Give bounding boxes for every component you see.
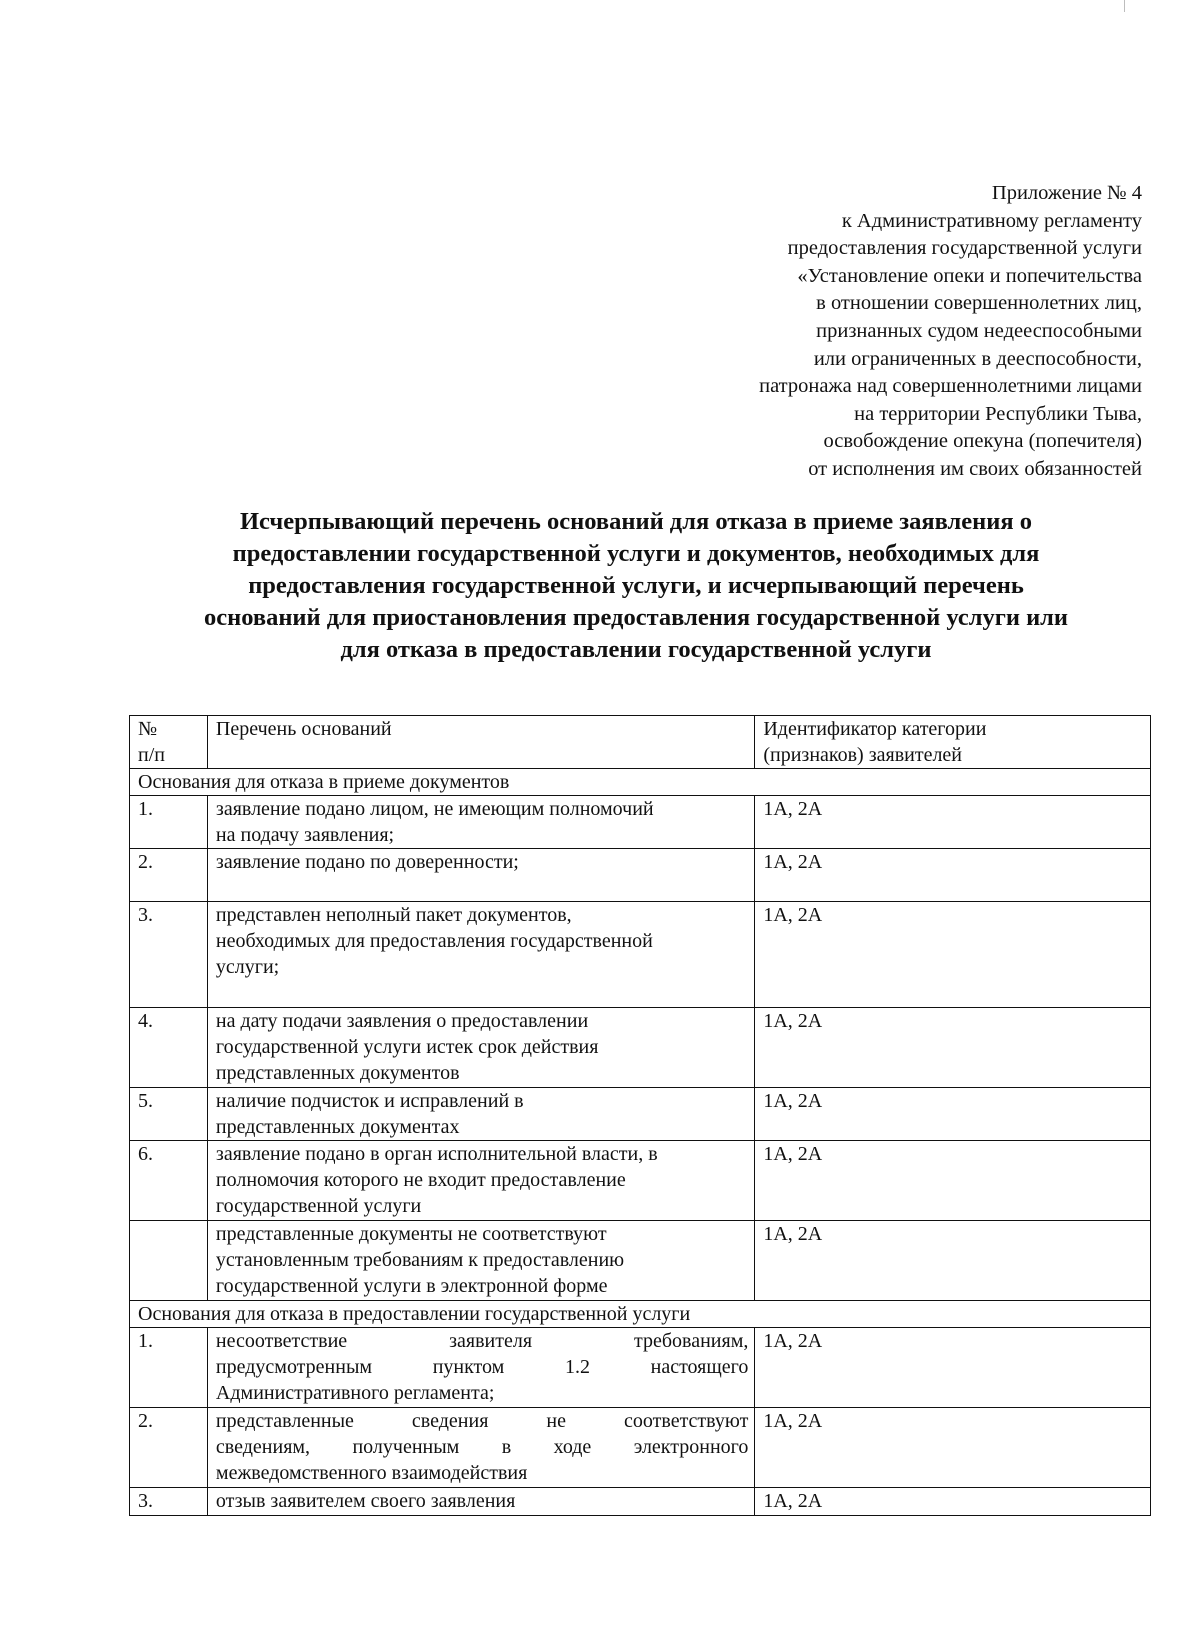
table-row — [130, 1008, 1151, 1088]
section-header-row — [130, 1301, 1151, 1328]
title-line: предоставлении государственной услуги и документов, необходимых для — [232, 540, 1040, 567]
row-number — [130, 1221, 208, 1301]
scan-artifact — [1124, 0, 1125, 12]
grounds-table — [129, 715, 1151, 1516]
row-category-id: 1А, 2А — [755, 1088, 1151, 1141]
title-line: оснований для приостановления предоставления государственной услуги или — [203, 604, 1069, 631]
row-grounds — [207, 1488, 754, 1516]
table-row — [130, 796, 1151, 849]
grounds-line: установленным требованиям к предоставлению — [215, 1249, 625, 1271]
row-category-id: 1А, 2А — [755, 1221, 1151, 1301]
table-row — [130, 849, 1151, 902]
section-title: Основания для отказа в предоставлении государственной услуги — [130, 1301, 1151, 1328]
table-body — [130, 769, 1151, 1516]
appendix-line: признанных судом недееспособными — [816, 319, 1142, 342]
grounds-line: наличие подчисток и исправлений в — [215, 1090, 524, 1112]
grounds-line: представленные сведения не соответствуют — [215, 1410, 749, 1432]
grounds-line: государственной услуги истек срок действия — [215, 1036, 599, 1058]
table-row — [130, 902, 1151, 1008]
header-num-line: п/п — [138, 744, 165, 766]
row-grounds — [207, 1221, 754, 1301]
row-number: 1. — [130, 1328, 208, 1408]
table-row — [130, 1328, 1151, 1408]
table-row — [130, 1141, 1151, 1221]
row-number: 5. — [130, 1088, 208, 1141]
appendix-line: предоставления государственной услуги — [787, 237, 1142, 260]
row-category-id: 1А, 2А — [755, 849, 1151, 902]
grounds-line: услуги; — [215, 956, 280, 978]
grounds-line: на подачу заявления; — [215, 824, 395, 846]
appendix-line: на территории Республики Тыва, — [854, 402, 1142, 425]
row-grounds — [207, 1141, 754, 1221]
grounds-line: несоответствие заявителя требованиям, — [215, 1330, 749, 1352]
row-category-id: 1А, 2А — [755, 1408, 1151, 1488]
grounds-line: заявление подано лицом, не имеющим полномочий — [215, 798, 654, 820]
row-category-id: 1А, 2А — [755, 1488, 1151, 1516]
section-title: Основания для отказа в приеме документов — [130, 769, 1151, 796]
row-number: 3. — [130, 1488, 208, 1516]
table-row — [130, 1488, 1151, 1516]
grounds-line: необходимых для предоставления государственной — [215, 930, 653, 952]
document-title — [130, 506, 1142, 666]
grounds-line: сведениям, полученным в ходе электронного — [215, 1436, 749, 1458]
row-grounds — [207, 1408, 754, 1488]
row-number: 3. — [130, 902, 208, 1008]
table-row — [130, 1088, 1151, 1141]
appendix-line: Приложение № 4 — [991, 182, 1142, 204]
header-num-line: № — [138, 718, 158, 740]
grounds-line: заявление подано по доверенности; — [215, 851, 519, 873]
header-category — [755, 716, 1151, 769]
header-num — [130, 716, 208, 769]
row-grounds — [207, 1328, 754, 1408]
row-number: 6. — [130, 1141, 208, 1221]
row-number: 2. — [130, 849, 208, 902]
row-category-id: 1А, 2А — [755, 1328, 1151, 1408]
appendix-line: от исполнения им своих обязанностей — [808, 457, 1142, 480]
row-category-id: 1А, 2А — [755, 1008, 1151, 1088]
grounds-line: государственной услуги — [215, 1195, 422, 1217]
appendix-line: к Административному регламенту — [841, 209, 1142, 232]
grounds-line: представленные документы не соответствуют — [215, 1223, 607, 1245]
row-grounds — [207, 902, 754, 1008]
title-line: предоставления государственной услуги, и исчерпывающий перечень — [248, 572, 1024, 599]
appendix-line: в отношении совершеннолетних лиц, — [816, 292, 1142, 315]
grounds-line: Административного регламента; — [215, 1382, 495, 1404]
grounds-line: представленных документах — [215, 1116, 460, 1138]
grounds-line: представленных документов — [215, 1062, 460, 1084]
header-category-line: Идентификатор категории — [763, 718, 987, 740]
row-grounds — [207, 796, 754, 849]
grounds-line: заявление подано в орган исполнительной власти, в — [215, 1143, 658, 1165]
table-row — [130, 1408, 1151, 1488]
grounds-line: межведомственного взаимодействия — [215, 1462, 528, 1484]
grounds-line: на дату подачи заявления о предоставлении — [215, 1010, 589, 1032]
header-grounds: Перечень оснований — [207, 716, 754, 769]
row-category-id: 1А, 2А — [755, 902, 1151, 1008]
table-row — [130, 1221, 1151, 1301]
row-category-id: 1А, 2А — [755, 796, 1151, 849]
title-line: для отказа в предоставлении государственной услуги — [340, 636, 932, 663]
title-line: Исчерпывающий перечень оснований для отказа в приеме заявления о — [239, 508, 1033, 535]
appendix-line: патронажа над совершеннолетними лицами — [759, 375, 1142, 398]
appendix-header — [622, 180, 1142, 484]
row-number: 4. — [130, 1008, 208, 1088]
grounds-line: отзыв заявителем своего заявления — [215, 1490, 516, 1512]
header-category-line: (признаков) заявителей — [763, 744, 963, 766]
grounds-line: предусмотренным пунктом 1.2 настоящего — [215, 1356, 749, 1378]
row-grounds — [207, 849, 754, 902]
row-number: 2. — [130, 1408, 208, 1488]
row-grounds — [207, 1008, 754, 1088]
row-category-id: 1А, 2А — [755, 1141, 1151, 1221]
grounds-line: государственной услуги в электронной форме — [215, 1275, 608, 1297]
appendix-line: «Установление опеки и попечительства — [797, 264, 1142, 287]
grounds-line: представлен неполный пакет документов, — [215, 904, 572, 926]
grounds-line: полномочия которого не входит предоставление — [215, 1169, 626, 1191]
table-header-row — [130, 716, 1151, 769]
row-grounds — [207, 1088, 754, 1141]
row-number: 1. — [130, 796, 208, 849]
section-header-row — [130, 769, 1151, 796]
appendix-line: или ограниченных в дееспособности, — [813, 347, 1142, 370]
appendix-line: освобождение опекуна (попечителя) — [823, 430, 1142, 453]
